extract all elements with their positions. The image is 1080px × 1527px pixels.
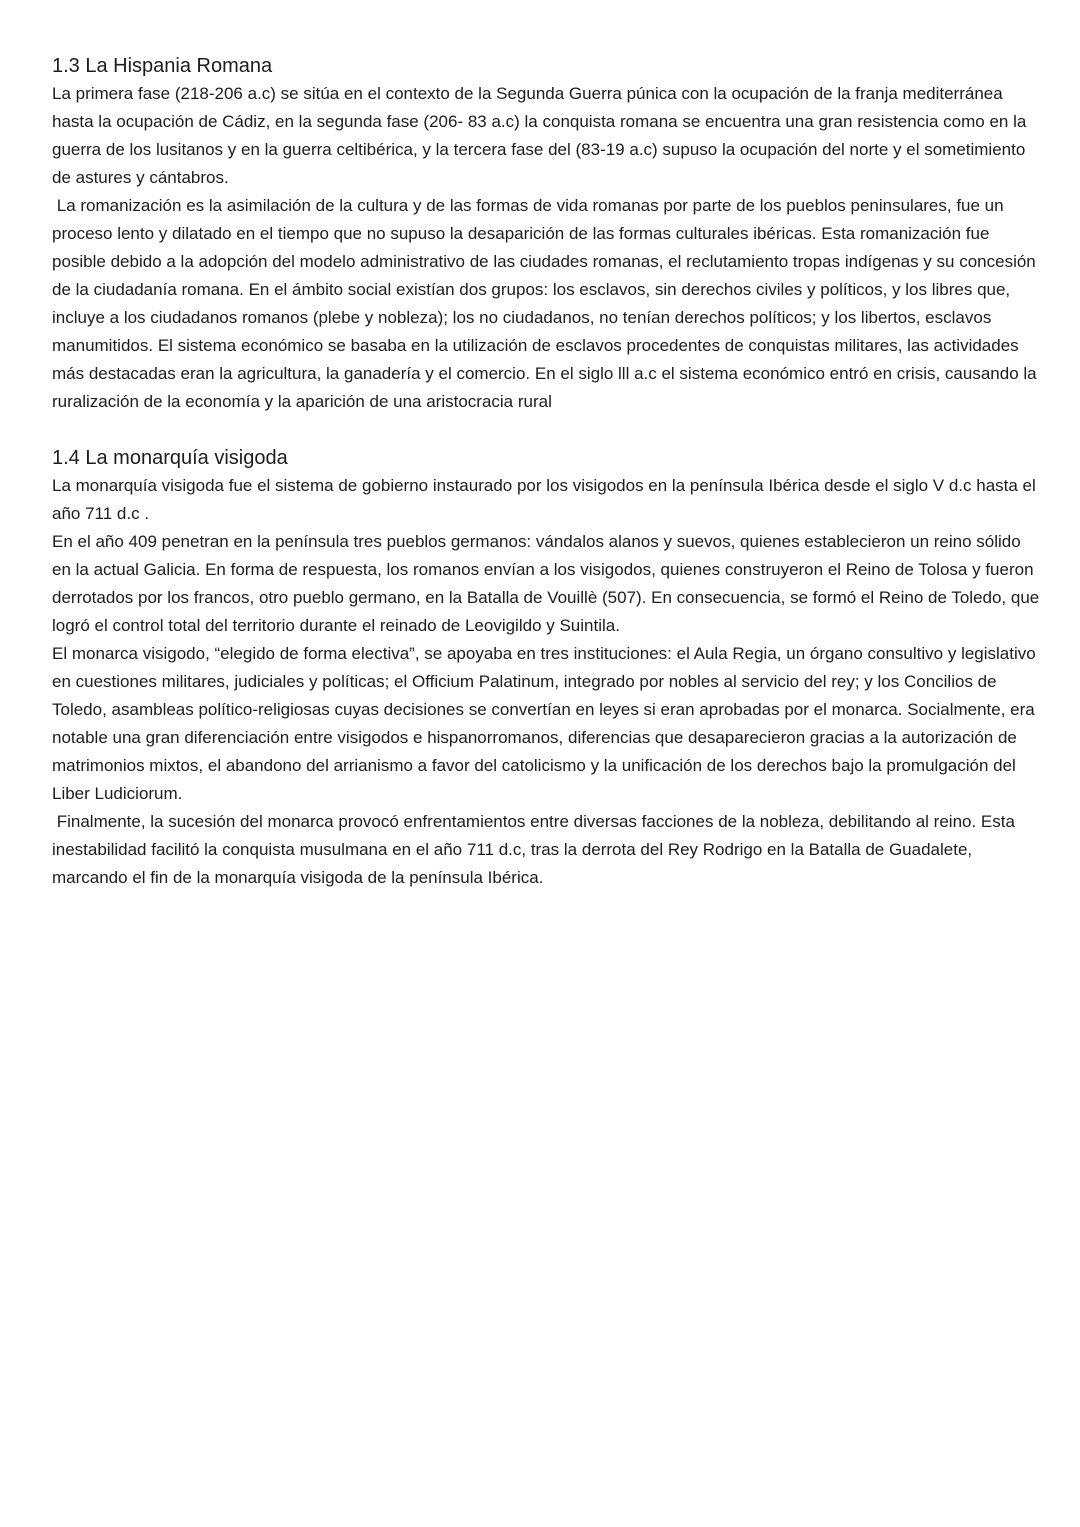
section-title: 1.3 La Hispania Romana — [52, 55, 273, 77]
paragraph: En el año 409 penetran en la península tres pueblos germanos: vándalos alanos y suevos, quienes establecieron un reino sólido en la actual Galicia. En forma de respuesta, los romanos envían a los visigodos, quienes construyeron el Reino de Tolosa y fueron derrotados por los francos, otro pueblo germano, en la Batalla de Vouillè (507). En consecuencia, se formó el Reino de Toledo, que logró el control total del territorio durante el reinado de Leovigildo y Suintila. — [52, 532, 1040, 635]
paragraph: La romanización es la asimilación de la cultura y de las formas de vida romanas por parte de los pueblos peninsulares, fue un proceso lento y dilatado en el tiempo que no supuso la desaparición de las formas culturales ibéricas. Esta romanización fue posible debido a la adopción del modelo administrativo de las ciudades romanas, el reclutamiento tropas indígenas y su concesión de la ciudadanía romana. En el ámbito social existían dos grupos: los esclavos, sin derechos civiles y políticos, y los libres que, incluye a los ciudadanos romanos (plebe y nobleza); los no ciudadanos, no tenían derechos políticos; y los libertos, esclavos manumitidos. El sistema económico se basaba en la utilización de esclavos procedentes de conquistas militares, las actividades más destacadas eran la agricultura, la ganadería y el comercio. En el siglo lll a.c el sistema económico entró en crisis, causando la ruralización de la economía y la aparición de una aristocracia rural — [52, 196, 1042, 411]
section-title: 1.4 La monarquía visigoda — [52, 447, 288, 469]
section-hispania-romana — [52, 52, 1042, 416]
paragraph: Finalmente, la sucesión del monarca provocó enfrentamientos entre diversas facciones de la nobleza, debilitando al reino. Esta inestabilidad facilitó la conquista musulmana en el año 711 d.c, tras la derrota del Rey Rodrigo en la Batalla de Guadalete, marcando el fin de la monarquía visigoda de la península Ibérica. — [52, 812, 1020, 887]
document-page — [52, 52, 1042, 892]
section-monarquia-visigoda — [52, 444, 1042, 892]
paragraph: La monarquía visigoda fue el sistema de gobierno instaurado por los visigodos en la península Ibérica desde el siglo V d.c hasta el año 711 d.c . — [52, 476, 1036, 523]
paragraph: El monarca visigodo, “elegido de forma electiva”, se apoyaba en tres instituciones: el Aula Regia, un órgano consultivo y legislativo en cuestiones militares, judiciales y políticas; el Officium Palatinum, integrado por nobles al servicio del rey; y los Concilios de Toledo, asambleas político-religiosas cuyas decisiones se convertían en leyes si eran aprobadas por el monarca. Socialmente, era notable una gran diferenciación entre visigodos e hispanorromanos, diferencias que desaparecieron gracias a la autorización de matrimonios mixtos, el abandono del arrianismo a favor del catolicismo y la unificación de los derechos bajo la promulgación del Liber Ludiciorum. — [52, 644, 1036, 803]
paragraph: La primera fase (218-206 a.c) se sitúa en el contexto de la Segunda Guerra púnica con la ocupación de la franja mediterránea hasta la ocupación de Cádiz, en la segunda fase (206- 83 a.c) la conquista romana se encuentra una gran resistencia como en la guerra de los lusitanos y en la guerra celtibérica, y la tercera fase del (83-19 a.c) supuso la ocupación del norte y el sometimiento de astures y cántabros. — [52, 84, 1027, 187]
